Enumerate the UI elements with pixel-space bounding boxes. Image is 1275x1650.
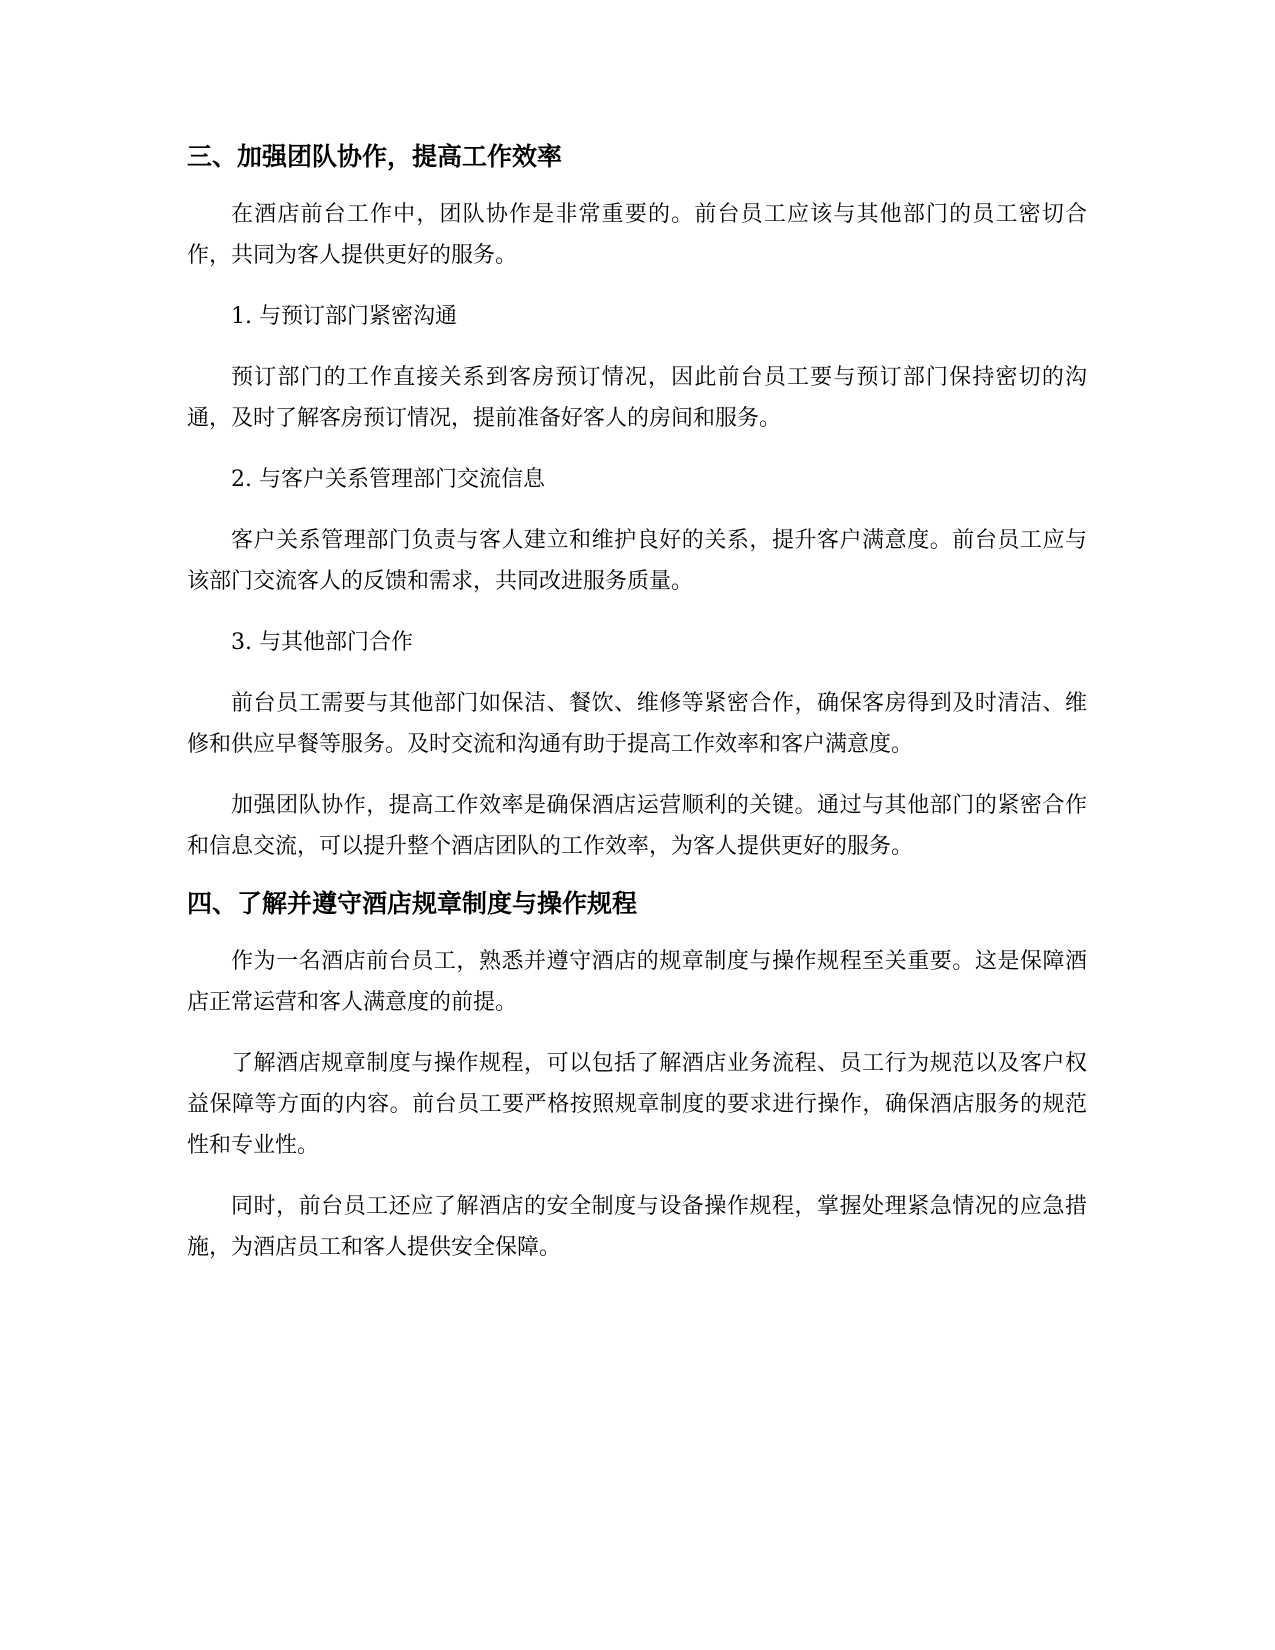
section-3-heading: 三、加强团队协作，提高工作效率 [187,142,563,171]
section-4-paragraph-1: 作为一名酒店前台员工，熟悉并遵守酒店的规章制度与操作规程至关重要。这是保障酒店正常运营和客人满意度的前提。 [187,949,1087,1015]
section-3-conclusion: 加强团队协作，提高工作效率是确保酒店运营顺利的关键。通过与其他部门的紧密合作和信息交流，可以提升整个酒店团队的工作效率，为客人提供更好的服务。 [187,793,1087,859]
item-1-text: 预订部门的工作直接关系到客房预订情况，因此前台员工要与预订部门保持密切的沟通，及时了解客房预订情况，提前准备好客人的房间和服务。 [187,365,1087,431]
section-4-paragraph-2: 了解酒店规章制度与操作规程，可以包括了解酒店业务流程、员工行为规范以及客户权益保障等方面的内容。前台员工要严格按照规章制度的要求进行操作，确保酒店服务的规范性和专业性。 [187,1051,1087,1158]
item-3-text: 前台员工需要与其他部门如保洁、餐饮、维修等紧密合作，确保客房得到及时清洁、维修和供应早餐等服务。及时交流和沟通有助于提高工作效率和客户满意度。 [187,691,1087,757]
section-4-heading: 四、了解并遵守酒店规章制度与操作规程 [187,889,638,918]
item-1-heading: 1. 与预订部门紧密沟通 [231,304,457,329]
section-4-paragraph-3: 同时，前台员工还应了解酒店的安全制度与设备操作规程，掌握处理紧急情况的应急措施，为酒店员工和客人提供安全保障。 [187,1194,1087,1260]
item-2-text: 客户关系管理部门负责与客人建立和维护良好的关系，提升客户满意度。前台员工应与该部门交流客人的反馈和需求，共同改进服务质量。 [187,528,1087,594]
item-2-heading: 2. 与客户关系管理部门交流信息 [231,467,545,492]
item-3-heading: 3. 与其他部门合作 [231,630,413,655]
section-3-intro: 在酒店前台工作中，团队协作是非常重要的。前台员工应该与其他部门的员工密切合作，共同为客人提供更好的服务。 [187,202,1087,268]
document-body [187,140,1087,1288]
